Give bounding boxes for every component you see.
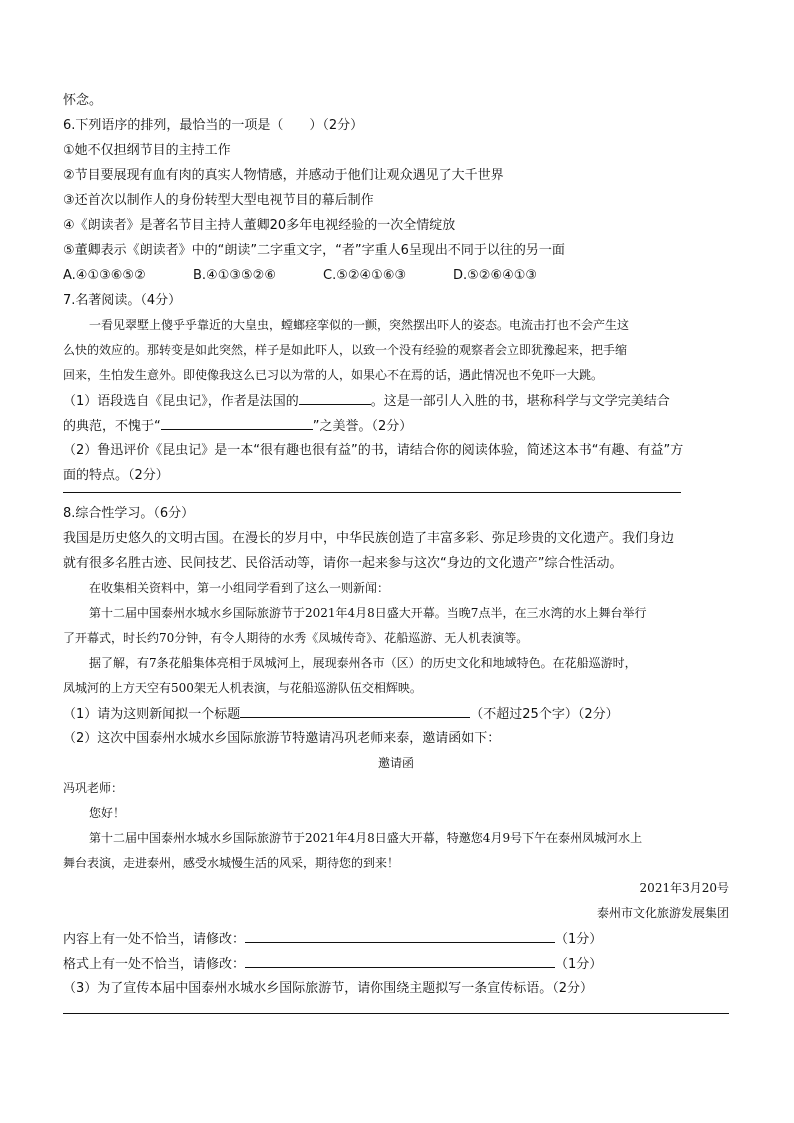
q6-option-d: D.⑤②⑥④①③	[453, 268, 538, 283]
q7-sub1-text-a: （1）语段选自《昆虫记》，作者是法国的	[63, 394, 299, 409]
q7-passage-line-2: 么快的效应的。那转变是如此突然，样子是如此吓人，以致一个没有经验的观察者会立即犹豫起来，把手缩	[63, 343, 628, 357]
q6-item-5: ⑤董卿表示《朗读者》中的“朗读”二字重文字，“者”字重人6呈现出不同于以往的另一面	[63, 243, 565, 258]
q6-option-a: A.④①③⑥⑤②	[63, 268, 146, 283]
q8-stem: 8.综合性学习。（6分）	[63, 506, 195, 521]
q7-answer-line[interactable]	[63, 492, 681, 493]
q8-fix-format	[63, 951, 729, 976]
q8-sub3: （3）为了宣传本届中国泰州水城水乡国际旅游节，请你围绕主题拟写一条宣传标语。（2分）	[63, 981, 594, 996]
invitation-letter	[63, 751, 729, 926]
q7-sub1-line-2	[63, 413, 729, 438]
q8-intro-line-2: 就有很多名胜古迹、民间技艺、民俗活动等，请你一起来参与这次“身边的文化遗产”综合性活动。	[63, 556, 623, 571]
q6-option-c: C.⑤②④①⑥③	[323, 268, 407, 283]
q7-sub1-text-b: 。这是一部引人入胜的书，堪称科学与文学完美结合	[370, 394, 670, 409]
q6-item-1: ①她不仅担纲节目的主持工作	[63, 143, 231, 158]
question-7	[63, 288, 729, 493]
q6-option-b: B.④①③⑤②⑥	[193, 268, 276, 283]
q7-sub2-line-2: 面的特点。（2分）	[63, 468, 169, 483]
q7-praise-blank[interactable]	[161, 413, 313, 430]
q6-item-4: ④《朗读者》是著名节目主持人董卿20多年电视经验的一次全情绽放	[63, 218, 456, 233]
letter-salutation: 冯巩老师：	[63, 781, 124, 795]
question-6	[63, 113, 729, 288]
q8-title-blank[interactable]	[240, 701, 470, 718]
q8-sub1	[63, 701, 729, 726]
letter-sender: 泰州市文化旅游发展集团	[596, 906, 729, 920]
q7-sub1-text-c: 的典范，不愧于“	[63, 419, 161, 434]
q6-item-3: ③还首次以制作人的身份转型大型电视节目的幕后制作	[63, 193, 374, 208]
q7-sub1-text-d: ”之美誉。（2分）	[312, 419, 413, 434]
letter-date: 2021年3月20号	[639, 881, 729, 895]
q7-sub2-line-1: （2）鲁迅评价《昆虫记》是一本“很有趣也很有益”的书，请结合你的阅读体验，简述这本书“有趣、有益”方	[63, 443, 684, 458]
question-8	[63, 501, 729, 1014]
fix-content-text: 内容上有一处不恰当，请修改：	[63, 932, 246, 947]
q8-news-line-3: 了开幕式，时长约70分钟，有令人期待的水秀《凤城传奇》、花船巡游、无人机表演等。	[63, 631, 529, 645]
q8-sub2: （2）这次中国泰州水城水乡国际旅游节特邀请冯巩老师来泰，邀请函如下：	[63, 731, 501, 746]
q8-slogan-answer-line[interactable]	[63, 1013, 729, 1014]
q8-sub1-text-b: （不超过25个字）（2分）	[470, 707, 619, 722]
q8-news-line-4: 据了解，有7条花船集体亮相于凤城河上，展现泰州各市（区）的历史文化和地域特色。在花船巡游时，	[89, 656, 637, 670]
q7-sub1-line-1	[63, 388, 729, 413]
q7-passage-line-3: 回来，生怕发生意外。即使像我这么已习以为常的人，如果心不在焉的话，遇此情况也不免吓一大跳。	[63, 368, 604, 382]
q8-news-line-5: 凤城河的上方天空有500架无人机表演，与花船巡游队伍交相辉映。	[63, 681, 422, 695]
q8-sub1-text-a: （1）请为这则新闻拟一个标题	[63, 707, 241, 722]
fix-content-score: （1分）	[555, 932, 603, 947]
q7-author-blank[interactable]	[299, 388, 371, 405]
letter-greeting: 您好！	[89, 806, 126, 820]
fix-content-blank[interactable]	[245, 926, 555, 943]
letter-body-line-1: 第十二届中国泰州水城水乡国际旅游节于2021年4月8日盛大开幕，特邀您4月9号下午在泰州凤城河水上	[89, 831, 643, 845]
exam-page	[63, 88, 729, 1022]
fix-format-text: 格式上有一处不恰当，请修改：	[63, 957, 246, 972]
q7-stem: 7.名著阅读。（4分）	[63, 293, 182, 308]
fix-format-blank[interactable]	[245, 951, 555, 968]
q8-news-line-2: 第十二届中国泰州水城水乡国际旅游节于2021年4月8日盛大开幕。当晚7点半，在三水湾的水上舞台举行	[89, 606, 647, 620]
q8-news-line-1: 在收集相关资料中，第一小组同学看到了这么一则新闻：	[89, 581, 390, 595]
q6-stem: 6.下列语序的排列，最恰当的一项是（ ）（2分）	[63, 118, 364, 133]
q6-item-2: ②节目要展现有血有肉的真实人物情感，并感动于他们让观众遇见了大千世界	[63, 168, 504, 183]
q8-fix-content	[63, 926, 729, 951]
letter-body-line-2: 舞台表演，走进泰州，感受水城慢生活的风采，期待您的到来！	[63, 856, 400, 870]
q7-passage-line-1: 一看见翠墅上傻乎乎靠近的大皇虫，螳螂痉挛似的一颤，突然摆出吓人的姿态。电流击打也不会产生这	[89, 318, 630, 332]
fix-format-score: （1分）	[555, 957, 603, 972]
intro-tail: 怀念。	[63, 93, 103, 108]
q6-options	[63, 263, 729, 288]
q8-intro-line-1: 我国是历史悠久的文明古国。在漫长的岁月中，中华民族创造了丰富多彩、弥足珍贵的文化遗产。我们身边	[63, 531, 675, 546]
letter-title: 邀请函	[377, 756, 414, 770]
